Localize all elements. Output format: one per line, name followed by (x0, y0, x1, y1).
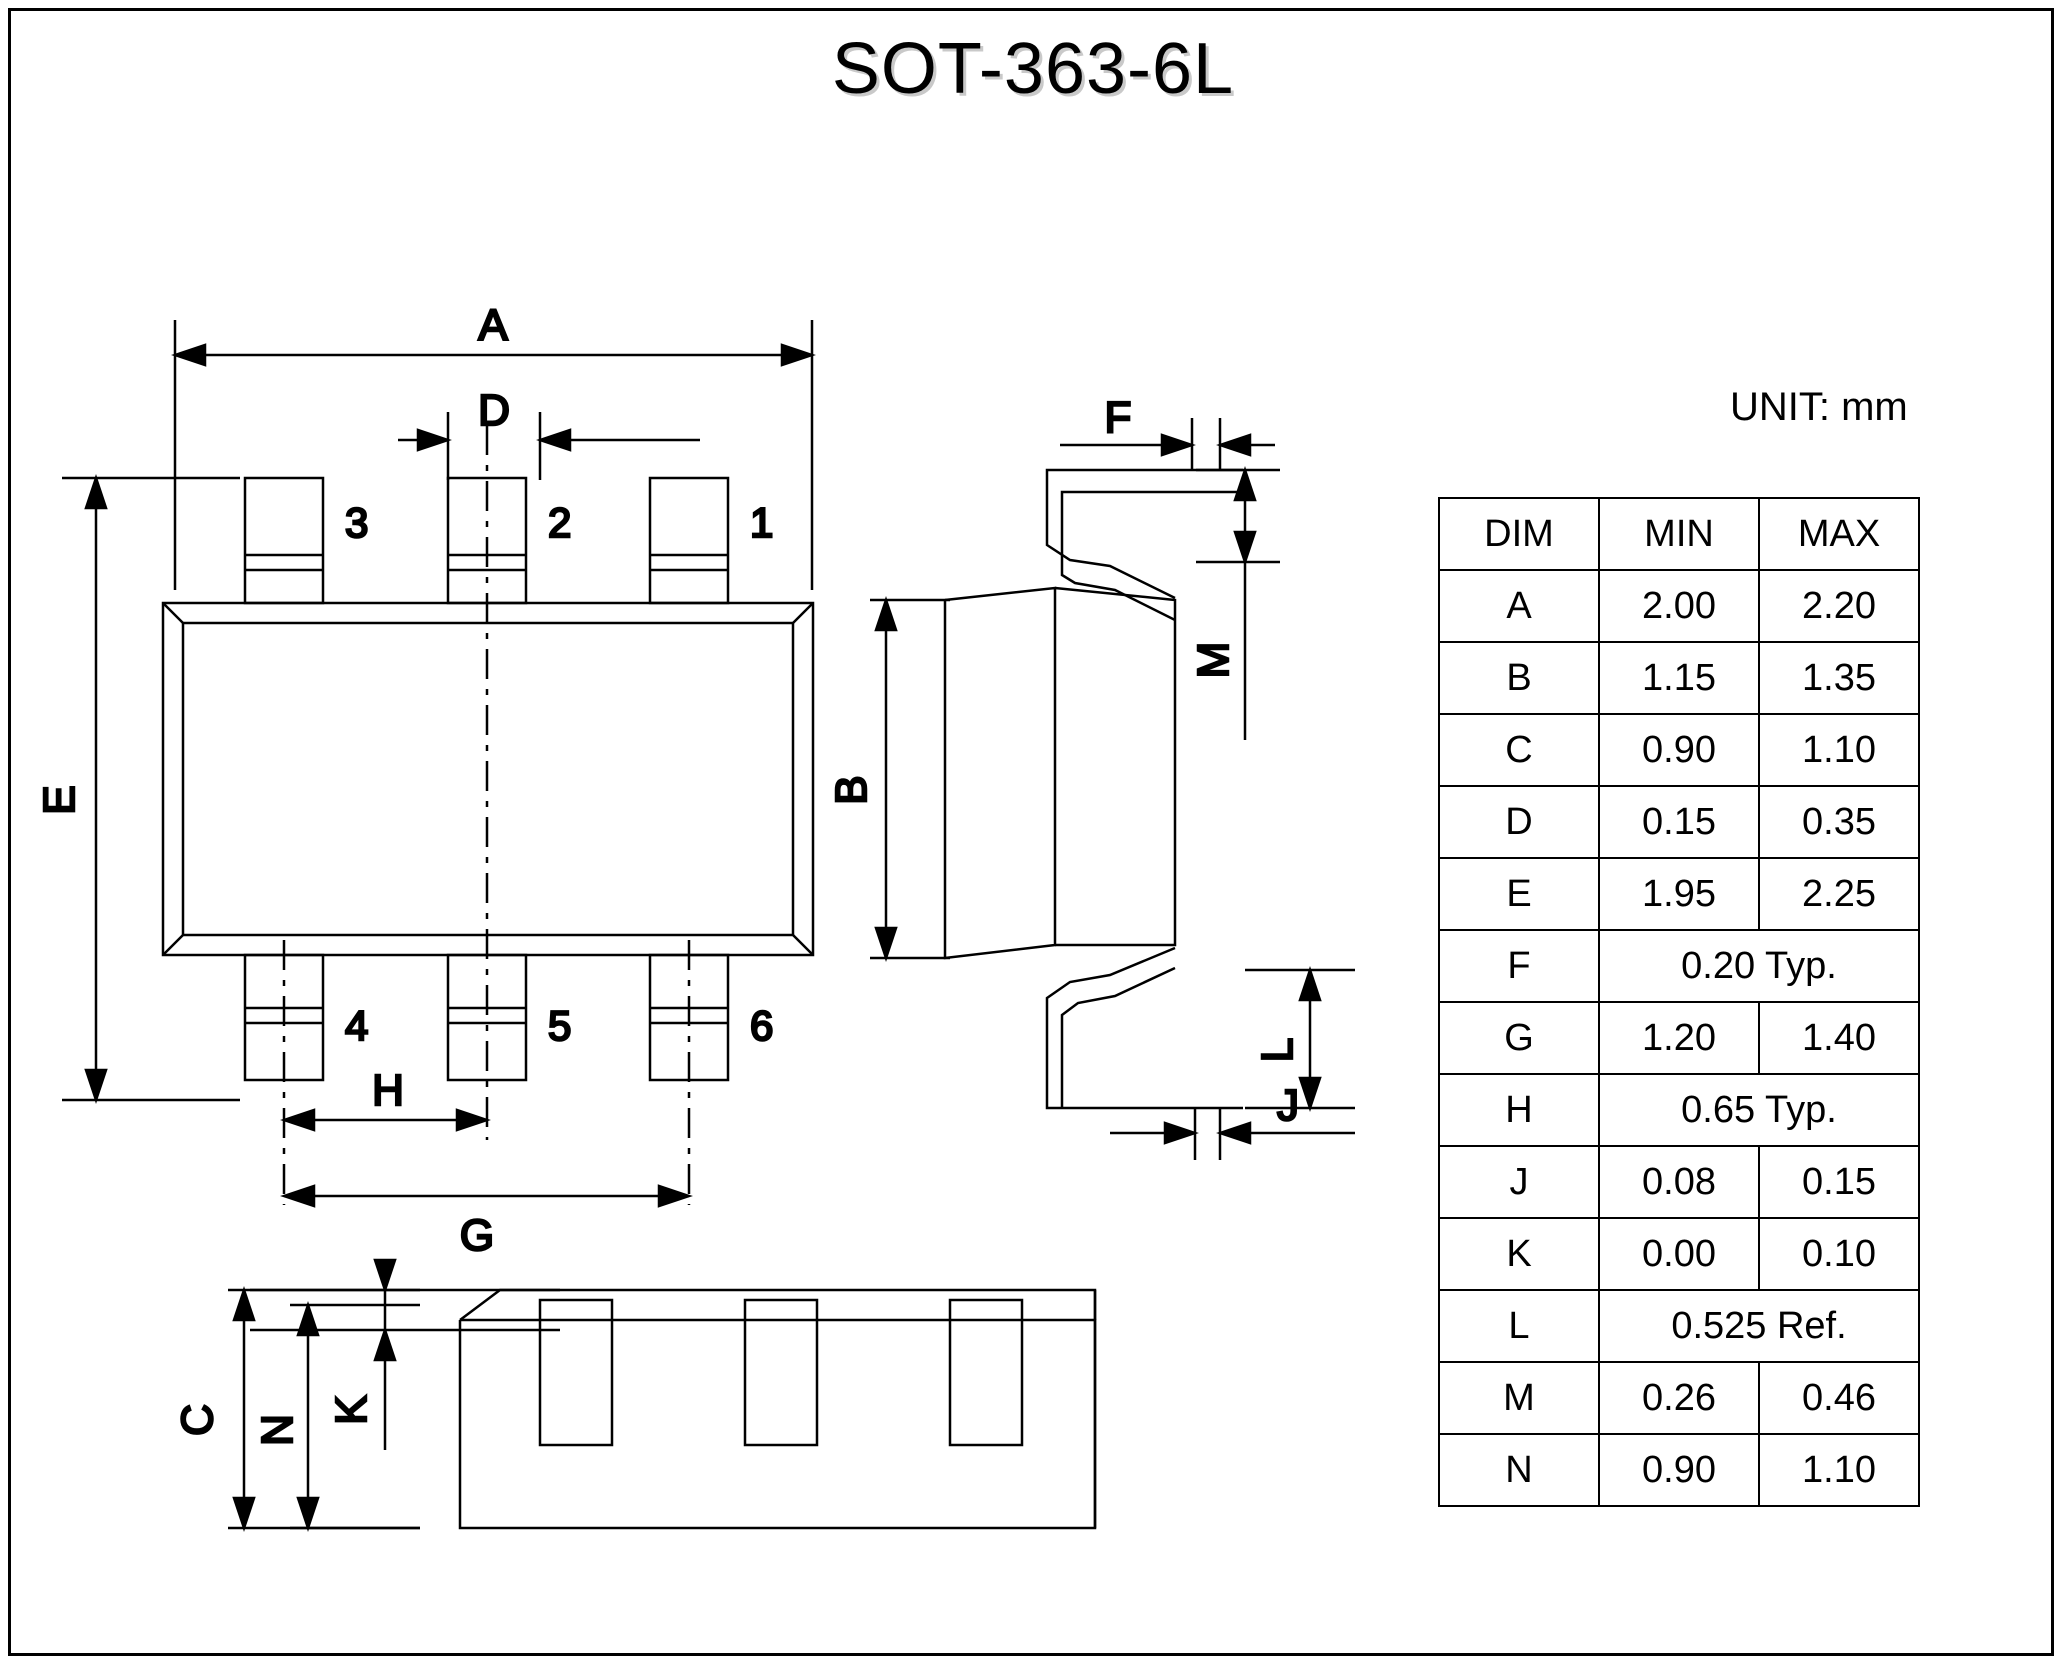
cell-min: 2.00 (1599, 570, 1759, 642)
table-row (1439, 1290, 1919, 1362)
header-max: MAX (1759, 498, 1919, 570)
cell-min: 1.15 (1599, 642, 1759, 714)
table-row (1439, 858, 1919, 930)
cell-min: 0.90 (1599, 1434, 1759, 1506)
cell-dim: J (1439, 1146, 1599, 1218)
cell-max: 0.15 (1759, 1146, 1919, 1218)
package-body-front (460, 1290, 1095, 1528)
cell-min: 0.00 (1599, 1218, 1759, 1290)
table-row (1439, 1218, 1919, 1290)
pin-number-2: 2 (548, 499, 572, 546)
cell-dim: G (1439, 1002, 1599, 1074)
pin-number-6: 6 (750, 1002, 774, 1049)
label-g: G (459, 1211, 495, 1260)
cell-span: 0.20 Typ. (1599, 930, 1919, 1002)
dimension-b (870, 600, 950, 958)
cell-dim: E (1439, 858, 1599, 930)
dimension-f (1060, 418, 1275, 470)
cell-max: 0.10 (1759, 1218, 1919, 1290)
label-j: J (1277, 1081, 1299, 1130)
label-a: A (478, 301, 508, 350)
cell-max: 2.20 (1759, 570, 1919, 642)
cell-max: 1.10 (1759, 714, 1919, 786)
cell-min: 1.95 (1599, 858, 1759, 930)
unit-note: UNIT: mm (1730, 385, 1908, 429)
cell-dim: K (1439, 1218, 1599, 1290)
label-h: H (372, 1066, 404, 1115)
dimension-g (284, 1186, 689, 1206)
header-min: MIN (1599, 498, 1759, 570)
pin-number-5: 5 (548, 1002, 572, 1049)
cell-span: 0.525 Ref. (1599, 1290, 1919, 1362)
package-body-side (945, 588, 1175, 958)
cell-dim: C (1439, 714, 1599, 786)
cell-dim: N (1439, 1434, 1599, 1506)
label-l: L (1253, 1037, 1302, 1063)
table-row (1439, 1362, 1919, 1434)
table-row (1439, 1002, 1919, 1074)
page-title: SOT-363-6L (831, 29, 1235, 109)
table-row (1439, 786, 1919, 858)
cell-dim: F (1439, 930, 1599, 1002)
pin-number-3: 3 (345, 499, 369, 546)
dimension-m (1196, 470, 1280, 740)
cell-dim: M (1439, 1362, 1599, 1434)
cell-max: 1.40 (1759, 1002, 1919, 1074)
lead-pin-1 (650, 478, 728, 603)
table-row (1439, 1146, 1919, 1218)
lead-pin-3 (245, 478, 323, 603)
label-f: F (1104, 393, 1132, 442)
table-row (1439, 714, 1919, 786)
header-dim: DIM (1439, 498, 1599, 570)
dimension-c (228, 1290, 420, 1528)
cell-min: 0.90 (1599, 714, 1759, 786)
table-row (1439, 1074, 1919, 1146)
dimension-j (1110, 1108, 1355, 1160)
cell-min: 0.26 (1599, 1362, 1759, 1434)
cell-max: 1.10 (1759, 1434, 1919, 1506)
cell-span: 0.65 Typ. (1599, 1074, 1919, 1146)
dimension-d (398, 412, 700, 480)
table-header-row (1439, 498, 1919, 570)
pin-number-1: 1 (750, 499, 774, 546)
label-c: C (173, 1404, 222, 1436)
cell-dim: B (1439, 642, 1599, 714)
label-k: K (327, 1395, 376, 1425)
cell-min: 1.20 (1599, 1002, 1759, 1074)
dimension-table (1438, 497, 1920, 1507)
label-b: B (827, 775, 876, 805)
side-lead-lower (1047, 948, 1243, 1108)
cell-min: 0.08 (1599, 1146, 1759, 1218)
label-n: N (253, 1414, 302, 1446)
cell-max: 0.46 (1759, 1362, 1919, 1434)
cell-dim: H (1439, 1074, 1599, 1146)
pin-number-4: 4 (345, 1002, 369, 1049)
front-leads (540, 1300, 1022, 1445)
label-e: E (35, 785, 84, 815)
table-row (1439, 642, 1919, 714)
table-row (1439, 570, 1919, 642)
label-d: D (478, 386, 510, 435)
label-m: M (1189, 641, 1238, 679)
cell-max: 0.35 (1759, 786, 1919, 858)
cell-dim: L (1439, 1290, 1599, 1362)
cell-max: 1.35 (1759, 642, 1919, 714)
cell-min: 0.15 (1599, 786, 1759, 858)
table-row (1439, 1434, 1919, 1506)
cell-dim: A (1439, 570, 1599, 642)
cell-max: 2.25 (1759, 858, 1919, 930)
dimension-e (62, 478, 240, 1100)
dimension-a (175, 320, 812, 590)
table-row (1439, 930, 1919, 1002)
cell-dim: D (1439, 786, 1599, 858)
